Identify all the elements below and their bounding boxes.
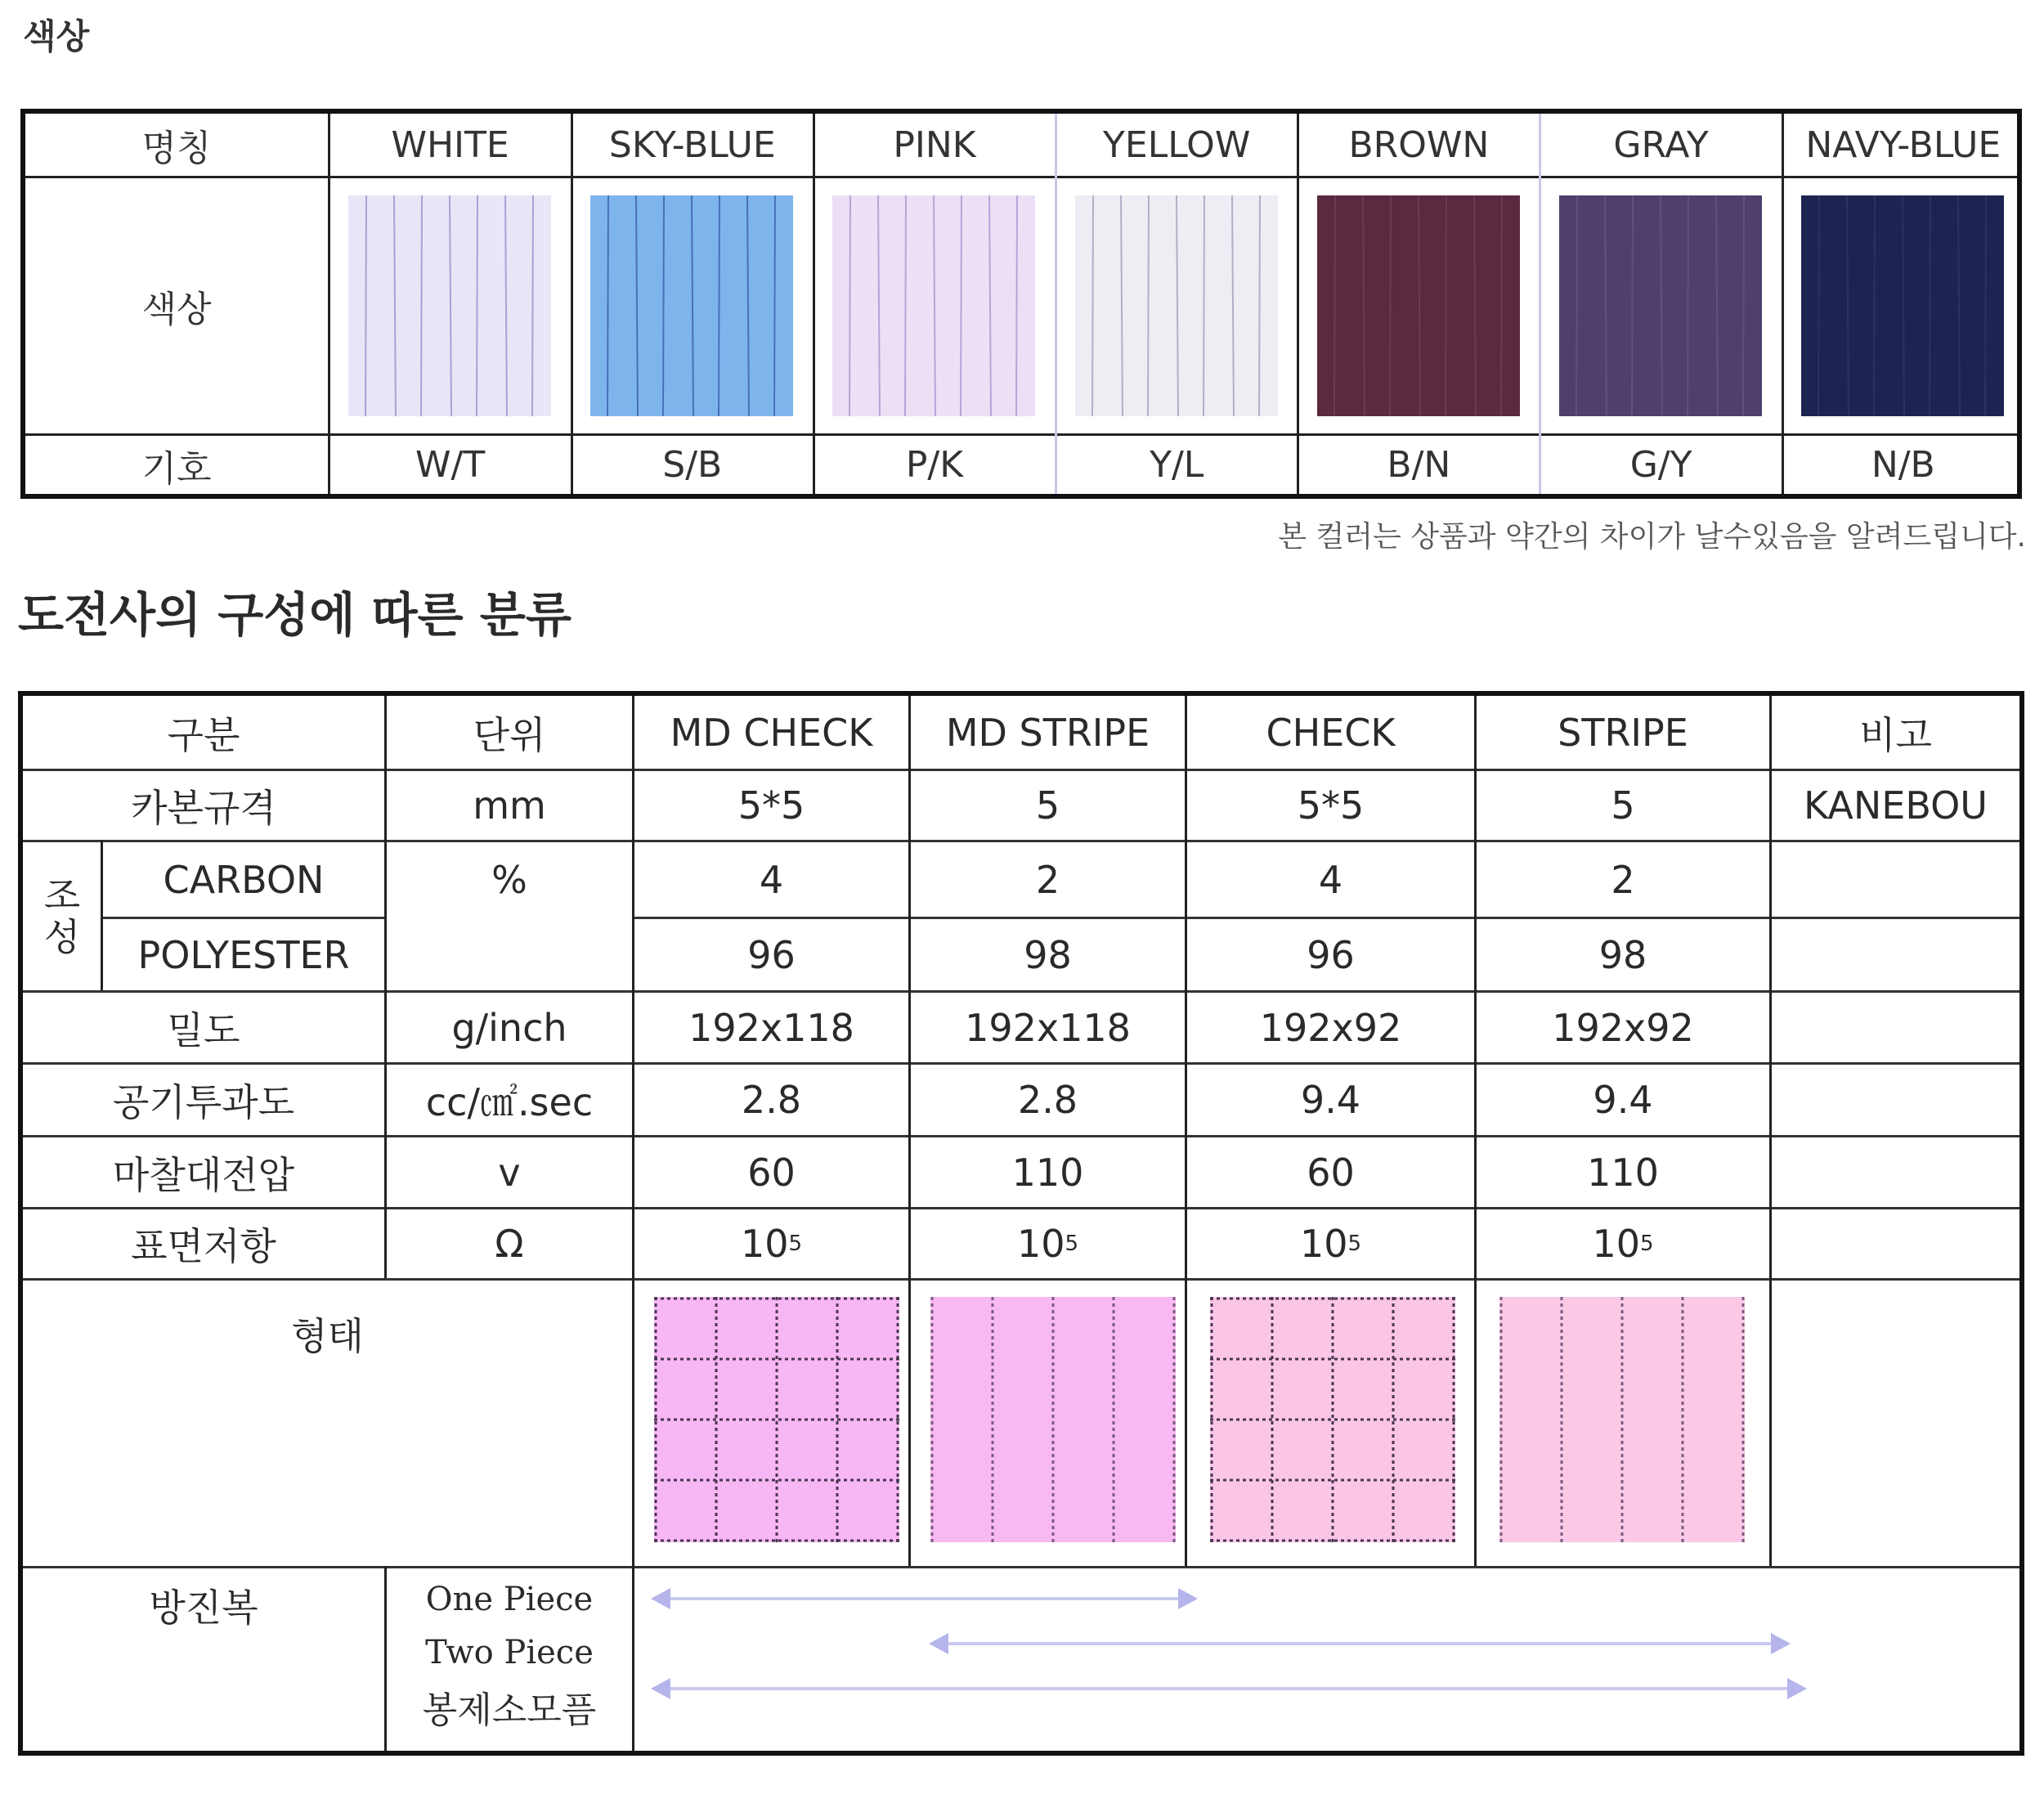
value-cell: 192x118 xyxy=(688,1005,854,1050)
section-title-color: 색상 xyxy=(23,16,90,56)
unit-composition: % xyxy=(491,857,527,902)
value-exponent: 5 xyxy=(1347,1231,1362,1256)
value-base: 10 xyxy=(1299,1222,1348,1266)
color-name: PINK xyxy=(893,123,976,166)
value-cell: 9.4 xyxy=(1593,1078,1653,1122)
color-code: P/K xyxy=(905,444,964,486)
value-exponent: 5 xyxy=(788,1231,803,1256)
range-arrow-consumables xyxy=(669,1687,1789,1690)
value-base: 10 xyxy=(740,1222,789,1266)
color-name: SKY-BLUE xyxy=(608,123,776,166)
unit-air-permeability: cc/㎠.sec xyxy=(425,1080,594,1124)
value-cell xyxy=(1477,1209,1769,1278)
remarks-carbon-spec: KANEBOU xyxy=(1804,783,1988,828)
header-stripe: STRIPE xyxy=(1558,710,1688,755)
color-code: B/N xyxy=(1387,444,1451,486)
row-label-code: 기호 xyxy=(141,447,212,490)
value-cell: 60 xyxy=(1307,1150,1355,1195)
value-cell: 5 xyxy=(1035,783,1060,828)
row-label-shape: 형태 xyxy=(291,1314,364,1358)
pattern-md-check xyxy=(654,1297,899,1542)
color-name: WHITE xyxy=(391,123,509,166)
row-label-composition: 조성 xyxy=(43,873,81,959)
row-label-garment: 방진복 xyxy=(149,1586,258,1630)
value-cell xyxy=(911,1209,1185,1278)
range-arrow-one-piece xyxy=(669,1597,1180,1600)
color-swatch xyxy=(1075,195,1278,416)
unit-carbon-spec: mm xyxy=(473,783,546,828)
value-cell: 2 xyxy=(1035,857,1060,902)
value-cell: 5*5 xyxy=(737,783,805,828)
color-disclaimer: 본 컬러는 상품과 약간의 차이가 날수있음을 알려드립니다. xyxy=(1278,520,2026,554)
row-label-air-permeability: 공기투과도 xyxy=(112,1080,295,1124)
unit-friction-voltage: v xyxy=(498,1150,521,1195)
row-label-polyester: POLYESTER xyxy=(137,932,350,977)
pattern-stripe xyxy=(1499,1297,1745,1542)
row-label-name: 명칭 xyxy=(141,128,212,169)
color-code: G/Y xyxy=(1629,444,1692,486)
color-swatch xyxy=(1559,195,1762,416)
value-cell: 98 xyxy=(1598,932,1647,977)
header-md-stripe: MD STRIPE xyxy=(945,710,1150,755)
value-exponent: 5 xyxy=(1640,1231,1654,1256)
section-title-classification: 도전사의 구성에 따른 분류 xyxy=(18,587,572,643)
value-cell: 192x92 xyxy=(1259,1005,1402,1050)
header-category: 구분 xyxy=(167,712,240,757)
value-cell: 5*5 xyxy=(1297,783,1365,828)
value-cell: 192x92 xyxy=(1552,1005,1694,1050)
value-cell: 2.8 xyxy=(741,1078,802,1122)
value-cell: 110 xyxy=(1587,1150,1659,1195)
color-code: Y/L xyxy=(1150,444,1204,486)
value-cell: 110 xyxy=(1011,1150,1084,1195)
color-table xyxy=(20,109,2022,499)
value-base: 10 xyxy=(1016,1222,1065,1266)
header-remarks: 비고 xyxy=(1859,712,1932,757)
color-swatch xyxy=(1317,195,1520,416)
color-name: NAVY-BLUE xyxy=(1805,123,2001,166)
color-swatch xyxy=(348,195,551,416)
color-swatch xyxy=(1801,195,2004,416)
header-unit: 단위 xyxy=(473,712,546,757)
garment-one-piece: One Piece xyxy=(425,1581,594,1618)
row-label-friction-voltage: 마찰대전압 xyxy=(112,1152,295,1197)
color-name: GRAY xyxy=(1613,123,1709,166)
range-arrow-two-piece xyxy=(947,1642,1773,1645)
value-cell: 98 xyxy=(1024,932,1072,977)
color-swatch xyxy=(590,195,793,416)
color-code: W/T xyxy=(415,444,486,486)
row-label-color: 색상 xyxy=(141,289,212,330)
value-cell: 5 xyxy=(1611,783,1635,828)
color-swatch xyxy=(832,195,1035,416)
value-cell xyxy=(634,1209,908,1278)
unit-surface-resistance: Ω xyxy=(495,1222,524,1266)
value-cell: 60 xyxy=(747,1150,796,1195)
pattern-md-stripe xyxy=(930,1297,1176,1542)
row-label-density: 밀도 xyxy=(167,1007,240,1052)
value-cell: 96 xyxy=(1307,932,1355,977)
value-cell: 9.4 xyxy=(1300,1078,1361,1122)
garment-consumables: 봉제소모픔 xyxy=(422,1689,597,1731)
row-label-surface-resistance: 표면저항 xyxy=(131,1224,276,1268)
color-code: N/B xyxy=(1871,444,1935,486)
row-label-carbon: CARBON xyxy=(163,857,325,902)
color-name: BROWN xyxy=(1348,123,1490,166)
color-code: S/B xyxy=(662,444,723,486)
row-label-carbon-spec: 카본규격 xyxy=(131,786,276,830)
value-cell: 4 xyxy=(759,857,784,902)
value-cell xyxy=(1187,1209,1474,1278)
value-cell: 4 xyxy=(1318,857,1343,902)
value-base: 10 xyxy=(1592,1222,1640,1266)
garment-two-piece: Two Piece xyxy=(425,1634,594,1671)
value-cell: 192x118 xyxy=(965,1005,1131,1050)
value-cell: 2 xyxy=(1611,857,1635,902)
header-md-check: MD CHECK xyxy=(670,710,873,755)
value-cell: 2.8 xyxy=(1017,1078,1078,1122)
pattern-check xyxy=(1210,1297,1455,1542)
value-exponent: 5 xyxy=(1065,1231,1079,1256)
spec-table xyxy=(18,691,2024,1756)
value-cell: 96 xyxy=(747,932,796,977)
unit-density: g/inch xyxy=(451,1005,567,1050)
color-name: YELLOW xyxy=(1103,123,1251,166)
header-check: CHECK xyxy=(1266,710,1396,755)
